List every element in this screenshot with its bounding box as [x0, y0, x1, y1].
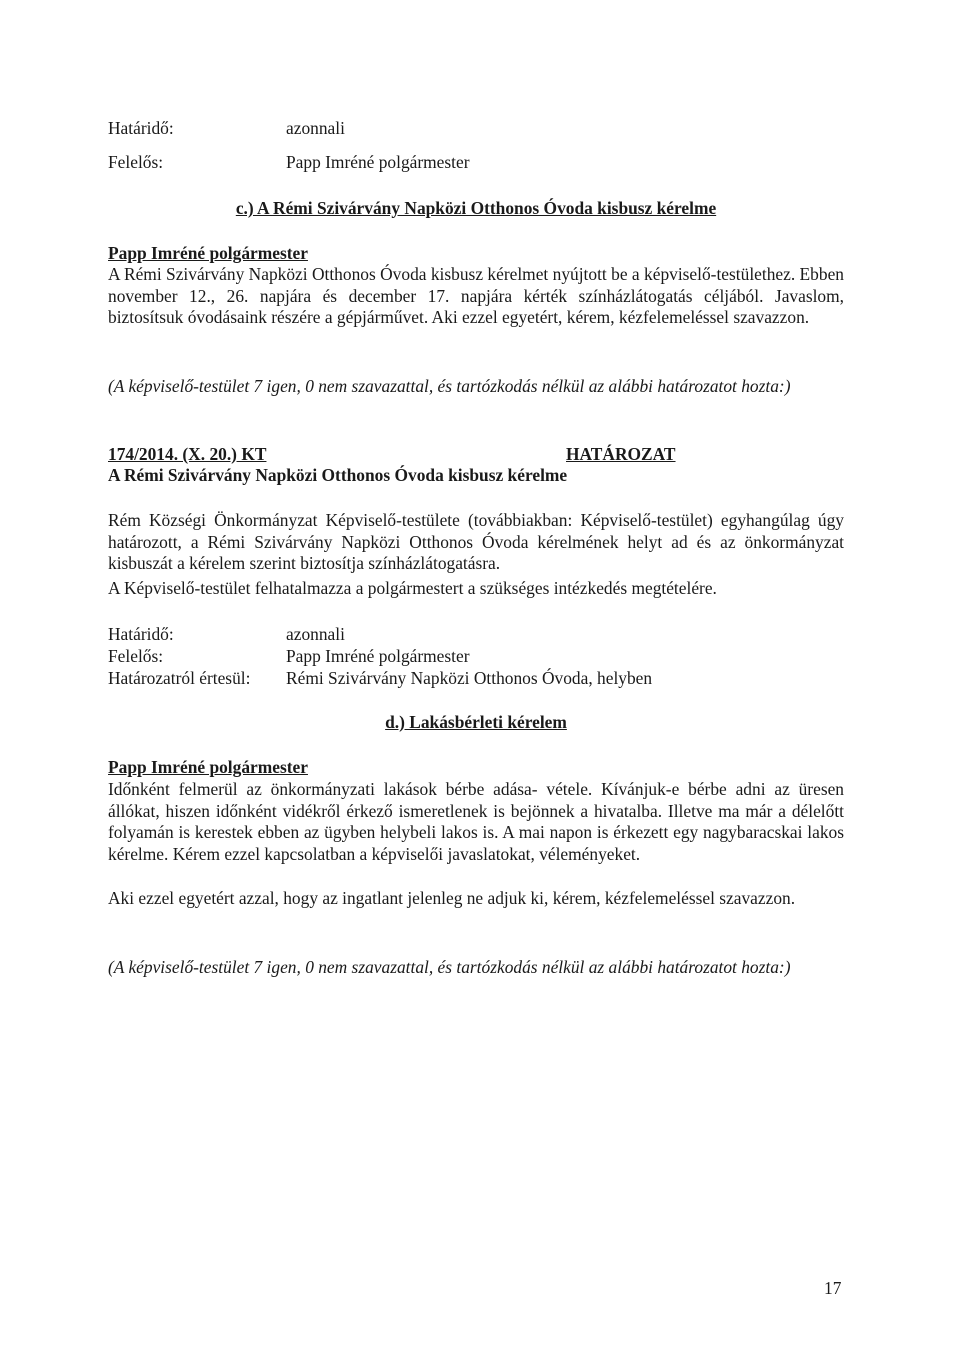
section-d-speaker: Papp Imréné polgármester [108, 757, 308, 777]
section-c-heading: c.) A Rémi Szivárvány Napközi Otthonos Óvoda kisbusz kérelme [235, 198, 717, 218]
section-d-heading: d.) Lakásbérleti kérelem [385, 712, 567, 732]
resolution-responsible-row [108, 646, 470, 668]
section-d-speech-vote-call: Aki ezzel egyetért azzal, hogy az ingatlant jelenleg ne adjuk ki, kérem, kézfelemeléssel szavazzon. [108, 888, 796, 908]
resolution-label: HATÁROZAT [566, 444, 676, 464]
resolution-deadline-value: azonnali [286, 624, 345, 644]
section-d-speech: Időnként felmerül az önkormányzati lakások bérbe adása- vétele. Kívánjuk-e bérbe adni az üresen állókat, hiszen időnként vidékről érkező ismeretlenek is bejönnek a hivatalba. Illetve ma már a délelőtt folyamán is kerestek ebben az ügyben helybeli lakos is. A mai napon is érkezett egy nagybaracskai lakos kérelme. Kérem ezzel kapcsolatban a képviselői javaslatokat, véleményeket. [108, 779, 844, 864]
resolution-text: Rém Községi Önkormányzat Képviselő-testülete (továbbiakban: Képviselő-testület) egyhangúlag úgy határozott, a Rémi Szivárvány Napközi Otthonos Óvoda kérelmének helyt ad és az önkormányzat kisbuszát a kérelem szerint biztosítja színházlátogatásra. [108, 510, 844, 573]
resolution-deadline-row [108, 624, 345, 646]
section-c-vote: (A képviselő-testület 7 igen, 0 nem szavazattal, és tartózkodás nélkül az alábbi határozatot hozta:) [108, 376, 791, 396]
responsible-row [108, 152, 470, 174]
responsible-label: Felelős: [108, 152, 164, 172]
deadline-row [108, 118, 345, 140]
resolution-responsible-value: Papp Imréné polgármester [286, 646, 470, 666]
resolution-responsible-label: Felelős: [108, 646, 164, 666]
resolution-title: A Rémi Szivárvány Napközi Otthonos Óvoda kisbusz kérelme [108, 465, 568, 485]
deadline-value: azonnali [286, 118, 345, 138]
resolution-authorization: A Képviselő-testület felhatalmazza a polgármestert a szükséges intézkedés megtételére. [108, 578, 717, 598]
page-number: 17 [824, 1278, 842, 1298]
responsible-value: Papp Imréné polgármester [286, 152, 470, 172]
resolution-notify-row [108, 668, 652, 690]
section-c-speech: A Rémi Szivárvány Napközi Otthonos Óvoda kisbusz kérelmet nyújtott be a képviselő-testülethez. Ebben november 12., 26. napjára és december 17. napjára kérték színházlátogatás céljából. Javaslom, biztosítsuk óvodásaink részére a gépjárművet. Aki ezzel egyetért, kérem, kézfelemeléssel szavazzon. [108, 264, 844, 327]
section-d-vote: (A képviselő-testület 7 igen, 0 nem szavazattal, és tartózkodás nélkül az alábbi határozatot hozta:) [108, 957, 791, 977]
resolution-notify-value: Rémi Szivárvány Napközi Otthonos Óvoda, helyben [286, 668, 653, 688]
section-c-speaker: Papp Imréné polgármester [108, 243, 308, 263]
deadline-label: Határidő: [108, 118, 174, 138]
resolution-notify-label: Határozatról értesül: [108, 668, 251, 688]
resolution-number: 174/2014. (X. 20.) KT [108, 444, 267, 464]
resolution-deadline-label: Határidő: [108, 624, 174, 644]
